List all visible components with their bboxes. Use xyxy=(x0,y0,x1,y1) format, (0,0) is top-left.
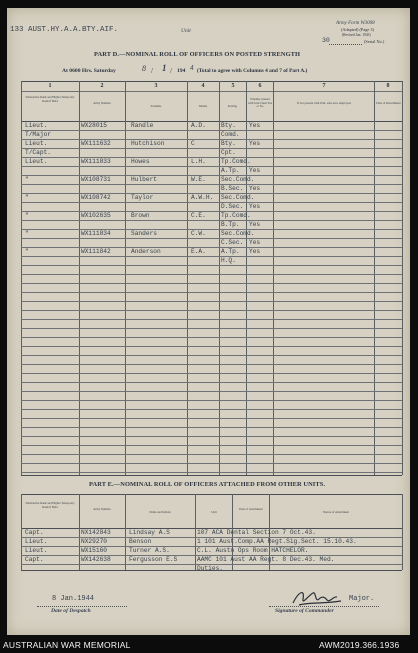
col-number: 4 xyxy=(201,83,205,89)
cell-posting-sub: Cpt. xyxy=(221,149,236,156)
col-header-present: Whether present with Unit Chest Yes or No xyxy=(248,97,273,109)
cell-initials: A.W.H. xyxy=(191,194,214,201)
unit-value: 133 AUST.HY.A.A.BTY.AIF. xyxy=(10,26,119,34)
col-number: 5 xyxy=(231,83,235,89)
e-col-header-rank: Substantive Rank and Higher Temporary Rank if Held xyxy=(25,501,75,509)
ruled-line xyxy=(21,166,402,167)
ruled-line xyxy=(21,202,402,203)
ruled-line xyxy=(21,229,402,230)
cell-initials: E.A. xyxy=(191,248,206,255)
e-cell-army-no: NX142843 xyxy=(81,529,111,536)
despatch-date-value: 8 Jan.1944 xyxy=(52,595,95,603)
cell-present: Yes xyxy=(249,140,261,147)
part-d-title: PART D.—NOMINAL ROLL OF OFFICERS ON POSTED STRENGTH xyxy=(94,51,301,58)
e-cell-unit: 107 ACA Dental Section 7 Oct.43. xyxy=(197,529,316,536)
cell-surname: Taylor xyxy=(131,194,154,201)
col-header-detached: Date of Detachment xyxy=(376,101,401,105)
cell-rank: " xyxy=(25,194,29,201)
col-number: 1 xyxy=(48,83,52,89)
cell-posting-sub: Comd. xyxy=(221,131,240,138)
part-e-title: PART E.—NOMINAL ROLL OF OFFICERS ATTACHED FROM OTHER UNITS. xyxy=(89,481,326,488)
ruled-line xyxy=(21,400,402,401)
form-number: Army Form W3008 xyxy=(336,21,375,26)
strength-date-year: 194 xyxy=(177,68,186,74)
col-number: 3 xyxy=(154,83,158,89)
cell-posting: Sec.Comd. xyxy=(221,176,255,183)
e-cell-unit: Duties. xyxy=(197,565,223,572)
e-cell-name: Benson xyxy=(129,538,152,545)
e-cell-unit: 1 101 Aust.Comp.AA Regt.Sig.Sect. 15.10.43. xyxy=(197,538,357,545)
col-header-army-number: Army Number xyxy=(93,101,111,105)
serial-label: (Serial No.) xyxy=(364,39,385,44)
despatch-date-label: Date of Despatch xyxy=(51,608,91,614)
credit-right: AWM2019.366.1936 xyxy=(319,640,400,650)
ruled-line xyxy=(21,175,402,176)
e-cell-rank: Lieut. xyxy=(25,547,48,554)
strength-time-label: At 0600 Hrs. Saturday xyxy=(62,68,116,74)
credit-left: AUSTRALIAN WAR MEMORIAL xyxy=(3,640,131,650)
cell-surname: Anderson xyxy=(131,248,161,255)
cell-army-no: WX111632 xyxy=(81,140,111,147)
col-header-initials: Initials xyxy=(198,104,208,108)
e-cell-unit: AAMC 101 Aust AA Regt. 8 Dec.43. Med. xyxy=(197,556,335,563)
cell-army-no: WX111833 xyxy=(81,158,111,165)
cell-present-sub: Yes xyxy=(249,185,261,192)
ruled-line xyxy=(21,445,402,446)
ruled-line xyxy=(21,292,402,293)
cell-posting: Bty. xyxy=(221,122,236,129)
ruled-line xyxy=(21,454,402,455)
cell-initials: L.H. xyxy=(191,158,206,165)
signature-label: Signature of Commander xyxy=(275,608,334,614)
ruled-line xyxy=(21,274,402,275)
cell-surname: Hutchison xyxy=(131,140,165,147)
ruled-line xyxy=(21,211,402,212)
ruled-line xyxy=(21,130,402,131)
e-col-header-army-number: Army Number xyxy=(93,507,111,511)
cell-surname: Brown xyxy=(131,212,150,219)
cell-initials: W.E. xyxy=(191,176,206,183)
cell-rank: " xyxy=(25,212,29,219)
e-cell-rank: Lieut. xyxy=(25,538,48,545)
e-col-header-nature: Nature of Attachment xyxy=(323,510,349,514)
col-header-posting: Posting xyxy=(227,104,237,108)
cell-rank: Lieut. xyxy=(25,140,48,147)
cell-army-no: WX108742 xyxy=(81,194,111,201)
e-cell-unit: C.L. Austn Ops Room HATCHELOR. xyxy=(197,547,309,554)
ruled-line xyxy=(21,184,402,185)
e-cell-rank: Capt. xyxy=(25,556,44,563)
ruled-line xyxy=(21,391,402,392)
cell-posting: Sec.Comd. xyxy=(221,194,255,201)
ruled-line xyxy=(21,301,402,302)
cell-posting: A.Tp. xyxy=(221,248,240,255)
ruled-line xyxy=(21,346,402,347)
ruled-line xyxy=(21,256,402,257)
cell-present: Yes xyxy=(249,122,261,129)
ruled-line xyxy=(21,364,402,365)
ruled-line xyxy=(21,373,402,374)
ruled-line xyxy=(21,436,402,437)
unit-label: Unit xyxy=(181,28,191,34)
ruled-line xyxy=(21,328,402,329)
ruled-line xyxy=(21,265,402,266)
e-cell-name: Turner A.S. xyxy=(129,547,170,554)
cell-present-sub: Yes xyxy=(249,221,261,228)
e-col-header-date: Date of Attachment xyxy=(239,507,263,511)
ruled-line xyxy=(21,148,402,149)
strength-date-day: 8 xyxy=(142,64,146,73)
ruled-line xyxy=(21,238,402,239)
cell-initials: C.W. xyxy=(191,230,206,237)
col-header-rank: Substantive Rank and Higher Temporary Rank if Held xyxy=(25,95,75,103)
form-sheet: 133 AUST.HY.A.A.BTY.AIF. Unit Army Form W3008 (Adapted) (Page 3) (Revised Jan. 1943) 30 (Serial No.) PART D.—NOMINAL ROLL OF OFFICERS ON POSTED STRENGTH At 0600 Hrs. Saturday 8 / 1 / 194 4 (Total to agree with Columns 4 and 7 of Part A.) 1 2 3 4 5 6 7 8 Substantive Rank and Higher Temporary Rank if Held Army Number Surname Initials Posting Whether present with Unit Chest Yes or No If not present with Unit, state how employed Date of Detachment Lieut. T/Major WX28015 Randle A.D. Bty. Comd. Yes Lieut. T/Capt. WX111632 Hutchison C Bty. Cpt. Yes Lieut. WX111833 Howes L.H. Tp.Comd. A.Tp. Yes " WX108731 Hulbert W.E. Sec.Comd. B.Sec. Yes " WX108742 Taylor A.W.H. Sec.Comd. D.Sec. Yes " WX102635 Brown C.E. Tp.Comd. B.Tp. Yes " WX111834 Sanders C.W. Sec.Comd. C.Sec. Yes " WX111842 Anderson E.A. A.Tp. H.Q. Yes PART E.—NOMINAL ROLL OF OFFICERS ATTACHED FROM OTHER UNITS. Substantive Rank and Higher Temporary Rank if Held Army Number Name and Initials Unit Date of Attachment Nature of Attachment Capt. NX142843 Lindsay A.S 107 ACA Dental Section 7 Oct.43. Lieut. NX29270 Benson 1 101 Aust.Comp.AA Regt.Sig.Sect. 15.10.43. Lieut. WX15160 Turner A.S. C.L. Austn Ops Room HATCHELOR. Capt. WX142638 Fergusson E.S AAMC 101 Aust AA Regt. 8 Dec.43. Med. Duties. 8 Jan.1944 Date of Despatch Major. Signature of Commander xyxy=(7,8,410,635)
cell-posting: Tp.Comd. xyxy=(221,212,251,219)
e-cell-rank: Capt. xyxy=(25,529,44,536)
cell-posting-sub: B.Tp. xyxy=(221,221,240,228)
col-number: 7 xyxy=(322,83,326,89)
cell-initials: C.E. xyxy=(191,212,206,219)
col-header-surname: Surname xyxy=(150,104,162,108)
cell-present: Yes xyxy=(249,248,261,255)
cell-rank: " xyxy=(25,230,29,237)
cell-initials: C xyxy=(191,140,195,147)
cell-posting-sub: A.Tp. xyxy=(221,167,240,174)
ruled-line xyxy=(21,427,402,428)
e-cell-army-no: WX142638 xyxy=(81,556,111,563)
e-cell-army-no: WX15160 xyxy=(81,547,107,554)
col-header-not-present: If not present with Unit, state how employed xyxy=(297,101,351,105)
cell-army-no: WX111834 xyxy=(81,230,111,237)
ruled-line xyxy=(21,418,402,419)
ruled-line xyxy=(21,247,402,248)
ruled-line xyxy=(21,157,402,158)
ruled-line xyxy=(21,283,402,284)
cell-posting: Bty. xyxy=(221,140,236,147)
ruled-line xyxy=(21,319,402,320)
e-col-header-name: Name and Initials xyxy=(149,510,171,514)
cell-army-no: WX102635 xyxy=(81,212,111,219)
col-number: 2 xyxy=(100,83,104,89)
cell-posting-sub: C.Sec. xyxy=(221,239,244,246)
cell-rank: Lieut. xyxy=(25,122,48,129)
signature-rank: Major. xyxy=(349,595,375,603)
e-cell-name: Fergusson E.S xyxy=(129,556,178,563)
cell-rank-temp: T/Capt. xyxy=(25,149,51,156)
col-number: 6 xyxy=(258,83,262,89)
serial-value: 30 xyxy=(322,37,330,44)
cell-present-sub: Yes xyxy=(249,167,261,174)
strength-date-year-suffix: 4 xyxy=(190,64,194,72)
cell-surname: Randle xyxy=(131,122,154,129)
ruled-line xyxy=(21,463,402,464)
cell-army-no: WX111842 xyxy=(81,248,111,255)
form-adapted: (Adapted) (Page 3) xyxy=(341,27,374,32)
cell-posting-sub: H.Q. xyxy=(221,257,236,264)
col-number: 8 xyxy=(386,83,390,89)
cell-present-sub: Yes xyxy=(249,239,261,246)
ruled-line xyxy=(21,409,402,410)
strength-date-month: 1 xyxy=(162,63,167,73)
ruled-line xyxy=(21,337,402,338)
e-cell-army-no: NX29270 xyxy=(81,538,107,545)
e-col-header-unit: Unit xyxy=(211,510,217,514)
ruled-line xyxy=(21,310,402,311)
cell-rank: " xyxy=(25,248,29,255)
cell-posting: Tp.Comd. xyxy=(221,158,251,165)
cell-army-no: WX28015 xyxy=(81,122,107,129)
cell-posting: Sec.Comd. xyxy=(221,230,255,237)
ruled-line xyxy=(21,382,402,383)
cell-posting-sub: B.Sec. xyxy=(221,185,244,192)
ruled-line xyxy=(21,472,402,473)
cell-present-sub: Yes xyxy=(249,203,261,210)
cell-rank: " xyxy=(25,176,29,183)
cell-initials: A.D. xyxy=(191,122,206,129)
e-cell-name: Lindsay A.S xyxy=(129,529,170,536)
ruled-line xyxy=(21,220,402,221)
cell-army-no: WX108731 xyxy=(81,176,111,183)
cell-surname: Hulbert xyxy=(131,176,157,183)
cell-posting-sub: D.Sec. xyxy=(221,203,244,210)
ruled-line xyxy=(21,139,402,140)
cell-rank: Lieut. xyxy=(25,158,48,165)
cell-surname: Howes xyxy=(131,158,150,165)
cell-surname: Sanders xyxy=(131,230,157,237)
strength-total-note: (Total to agree with Columns 4 and 7 of Part A.) xyxy=(197,68,308,74)
credit-bar xyxy=(0,635,418,653)
form-revised: (Revised Jan. 1943) xyxy=(342,32,371,37)
cell-rank-temp: T/Major xyxy=(25,131,51,138)
ruled-line xyxy=(21,355,402,356)
